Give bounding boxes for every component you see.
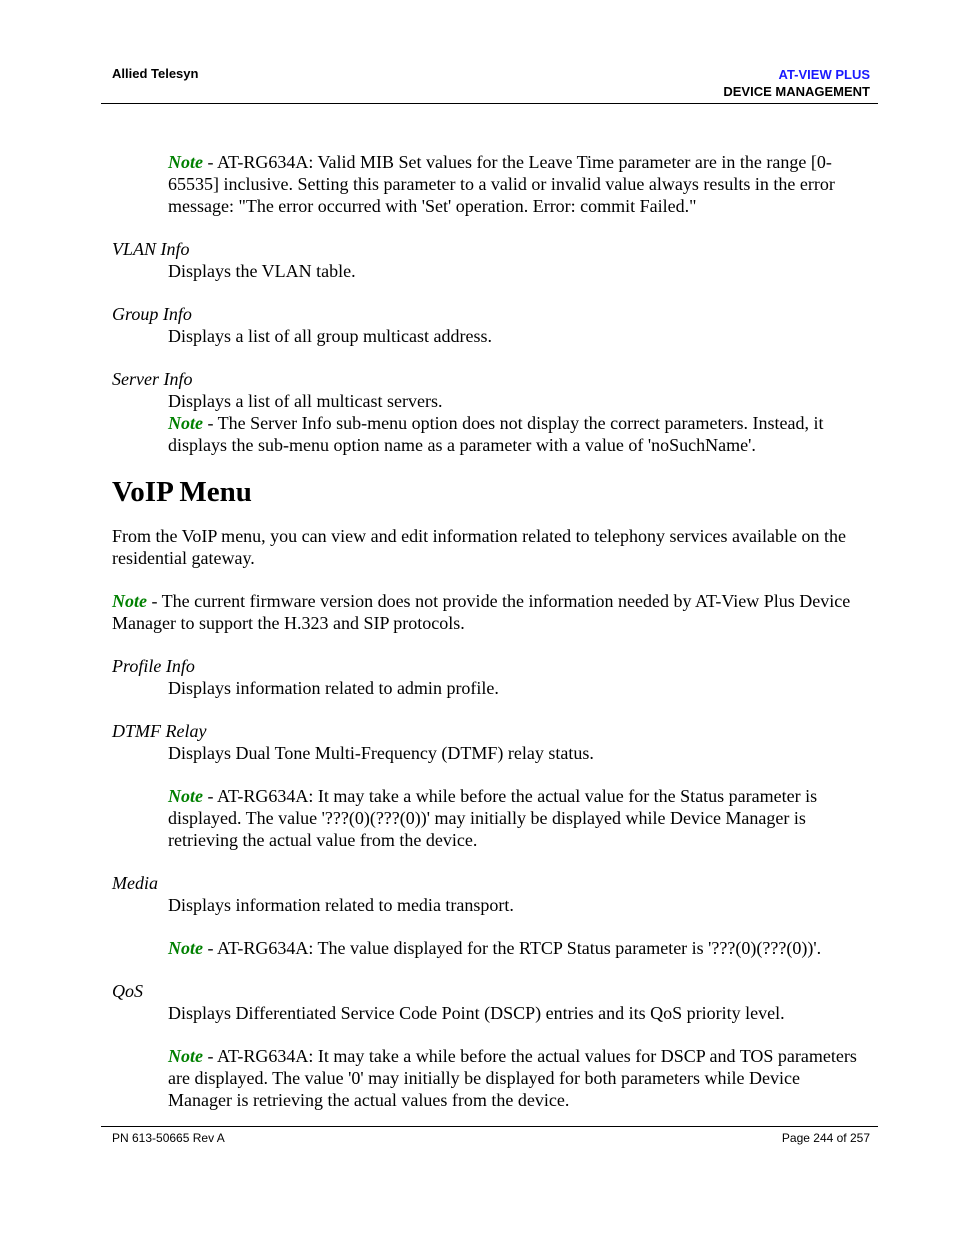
desc-profile-info: Displays information related to admin profile. xyxy=(168,678,499,698)
note-qos xyxy=(168,1045,862,1111)
note-server-info xyxy=(168,412,862,456)
term-profile-info: Profile Info xyxy=(112,656,195,676)
footer-part-number: PN 613-50665 Rev A xyxy=(112,1131,225,1145)
footer-rule xyxy=(101,1126,878,1127)
page-content xyxy=(112,151,862,1111)
note-text: - AT-RG634A: The value displayed for the RTCP Status parameter is '???(0)(???(0))'. xyxy=(203,938,822,958)
header-rule xyxy=(101,103,878,104)
term-dtmf-relay: DTMF Relay xyxy=(112,721,207,741)
note-label: Note xyxy=(168,938,203,958)
header-product: AT-VIEW PLUS xyxy=(778,67,870,82)
header-company: Allied Telesyn xyxy=(112,66,199,81)
note-label: Note xyxy=(168,1046,203,1066)
note-text: - The current firmware version does not provide the information needed by AT-View Plus Device Manager to support the H.323 and SIP protocols. xyxy=(112,591,851,633)
desc-vlan-info: Displays the VLAN table. xyxy=(168,261,356,281)
note-label: Note xyxy=(112,591,147,611)
note-dtmf-relay xyxy=(168,785,862,851)
voip-intro: From the VoIP menu, you can view and edit information related to telephony services available on the residential gateway. xyxy=(112,526,846,568)
note-text: - AT-RG634A: It may take a while before the actual value for the Status parameter is displayed. The value '???(0)(???(0))' may initially be displayed while Device Manager is retrieving the actual value from the device. xyxy=(168,786,818,850)
note-label: Note xyxy=(168,786,203,806)
term-group-info: Group Info xyxy=(112,304,192,324)
desc-media: Displays information related to media transport. xyxy=(168,895,514,915)
note-text: - The Server Info sub-menu option does not display the correct parameters. Instead, it displays the sub-menu option name as a parameter with a value of 'noSuchName'. xyxy=(168,413,824,455)
header-right xyxy=(723,66,870,100)
desc-dtmf-relay: Displays Dual Tone Multi-Frequency (DTMF) relay status. xyxy=(168,743,594,763)
note-label: Note xyxy=(168,152,203,172)
desc-group-info: Displays a list of all group multicast address. xyxy=(168,326,492,346)
term-server-info: Server Info xyxy=(112,369,193,389)
footer-page-number: Page 244 of 257 xyxy=(781,1131,870,1145)
note-leave-time xyxy=(168,151,862,217)
desc-server-info: Displays a list of all multicast servers. xyxy=(168,391,443,411)
term-qos: QoS xyxy=(112,981,143,1001)
note-text: - AT-RG634A: It may take a while before the actual values for DSCP and TOS parameters are displayed. The value '0' may initially be displayed for both parameters while Device Manager is retrieving the actual values from the device. xyxy=(168,1046,857,1110)
note-voip-protocols xyxy=(112,590,862,634)
term-media: Media xyxy=(112,873,158,893)
note-text: - AT-RG634A: Valid MIB Set values for the Leave Time parameter are in the range [0-65535] inclusive. Setting this parameter to a valid or invalid value always results in the error message: "The error occurred with 'Set' operation. Error: commit Failed." xyxy=(168,152,835,216)
section-heading: VoIP Menu xyxy=(112,476,252,508)
note-label: Note xyxy=(168,413,203,433)
note-media xyxy=(168,937,862,959)
term-vlan-info: VLAN Info xyxy=(112,239,190,259)
desc-qos: Displays Differentiated Service Code Point (DSCP) entries and its QoS priority level. xyxy=(168,1003,785,1023)
header-section: DEVICE MANAGEMENT xyxy=(723,84,870,99)
